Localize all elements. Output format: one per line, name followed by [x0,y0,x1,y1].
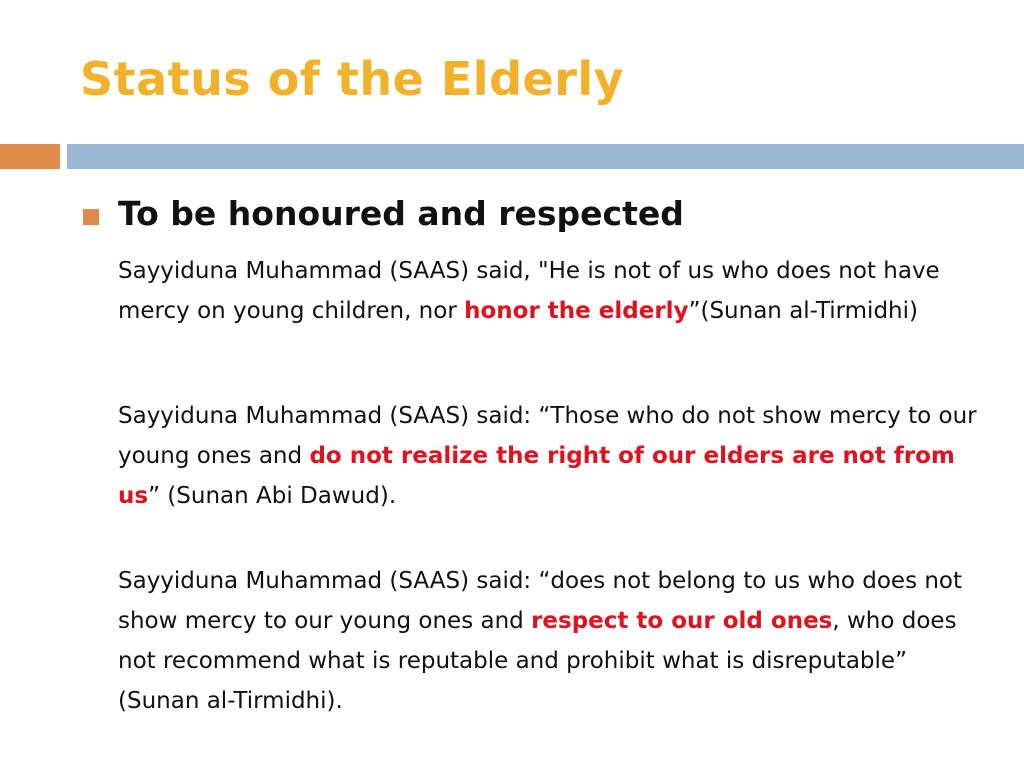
accent-bar-orange [0,144,60,169]
quote-text: , who does not recommend what is reputable and prohibit what is disreputable” (Sunan al-Tirmidhi). [118,608,957,714]
quote-text: Sayyiduna Muhammad (SAAS) said: “does not belong to us who does not show mercy to our young ones and [118,568,963,634]
quote-text: Sayyiduna Muhammad (SAAS) said, "He is not of us who does not have mercy on young children, nor [118,258,940,324]
accent-bar-blue [67,144,1024,169]
slide-title: Status of the Elderly [80,52,625,106]
quote-paragraph-3 [118,561,978,721]
bullet-heading: To be honoured and respected [118,194,684,233]
quote-paragraph-2 [118,396,978,516]
quote-highlight: do not realize the right of our elders are not from us [118,443,955,509]
quote-highlight: honor the elderly [464,298,689,324]
quote-paragraph-1 [118,251,978,331]
square-bullet-icon [83,209,99,225]
quote-text: Sayyiduna Muhammad (SAAS) said: “Those who do not show mercy to our young ones and [118,403,977,469]
quote-text: ” (Sunan Abi Dawud). [148,483,397,509]
quote-highlight: respect to our old ones [531,608,833,634]
quote-text: ”(Sunan al-Tirmidhi) [688,298,918,324]
